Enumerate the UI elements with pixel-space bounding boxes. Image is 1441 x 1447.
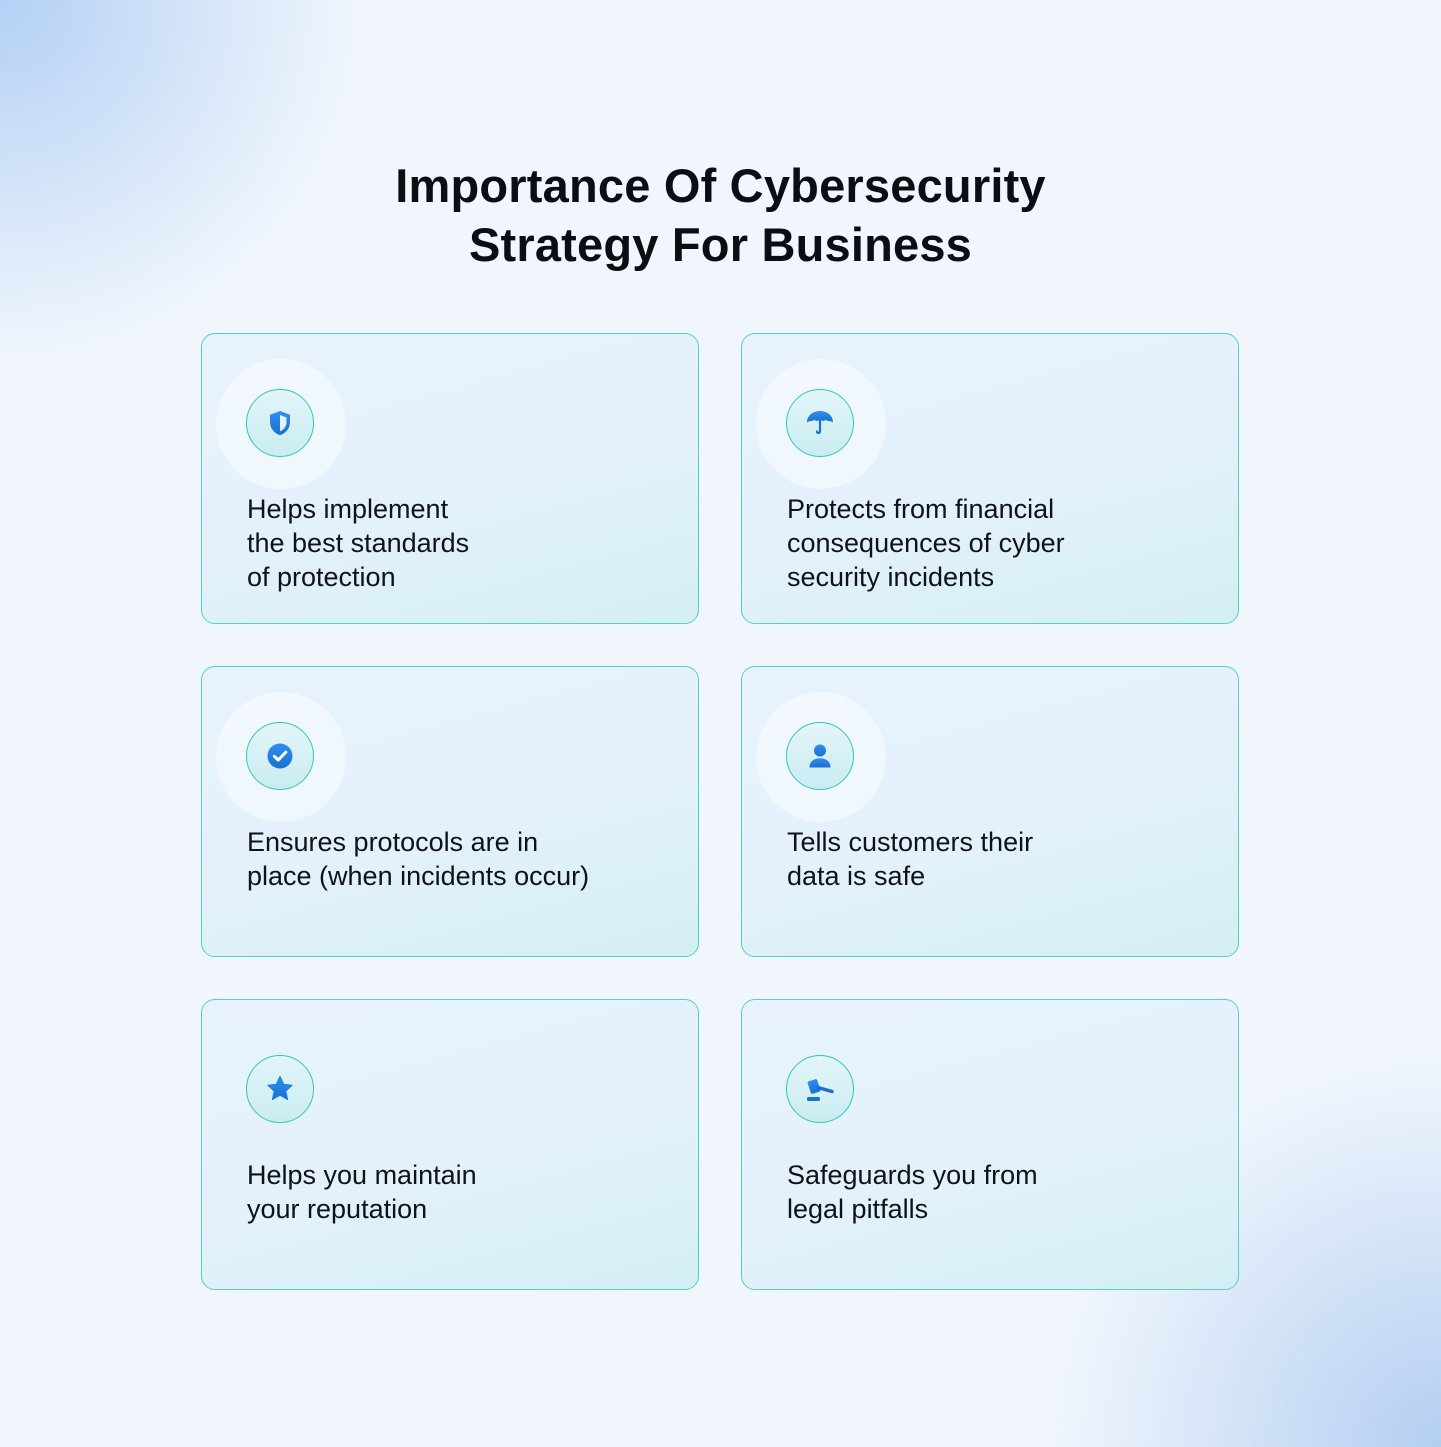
icon-badge bbox=[246, 1055, 314, 1123]
card-description bbox=[787, 1158, 1038, 1226]
icon-badge bbox=[246, 722, 314, 790]
card-description bbox=[247, 492, 469, 594]
card-line: Helps you maintain bbox=[247, 1160, 477, 1190]
page-title-line-2: Strategy For Business bbox=[468, 218, 973, 271]
card-line: place (when incidents occur) bbox=[247, 861, 590, 891]
card-line: Tells customers their bbox=[787, 827, 1034, 857]
card-customer-data bbox=[741, 666, 1239, 957]
card-line: Ensures protocols are in bbox=[247, 827, 539, 857]
card-line: Protects from financial bbox=[787, 494, 1055, 524]
card-line: security incidents bbox=[787, 562, 995, 592]
icon-badge bbox=[246, 389, 314, 457]
card-description bbox=[787, 492, 1065, 594]
check-circle-icon bbox=[263, 739, 297, 773]
page-title-line-1: Importance Of Cybersecurity bbox=[395, 159, 1046, 212]
user-icon bbox=[803, 739, 837, 773]
star-icon bbox=[263, 1072, 297, 1106]
page-title bbox=[0, 156, 1441, 274]
card-reputation bbox=[201, 999, 699, 1290]
shield-icon bbox=[263, 406, 297, 440]
card-protocols bbox=[201, 666, 699, 957]
card-best-standards bbox=[201, 333, 699, 624]
card-financial-consequences bbox=[741, 333, 1239, 624]
card-line: consequences of cyber bbox=[787, 528, 1065, 558]
card-line: legal pitfalls bbox=[787, 1194, 929, 1224]
card-line: the best standards bbox=[247, 528, 470, 558]
icon-badge bbox=[786, 389, 854, 457]
card-line: data is safe bbox=[787, 861, 926, 891]
card-legal-pitfalls bbox=[741, 999, 1239, 1290]
umbrella-icon bbox=[803, 406, 837, 440]
icon-badge bbox=[786, 1055, 854, 1123]
card-line: your reputation bbox=[247, 1194, 428, 1224]
icon-badge bbox=[786, 722, 854, 790]
card-description bbox=[247, 825, 589, 893]
card-description bbox=[247, 1158, 477, 1226]
card-line: Safeguards you from bbox=[787, 1160, 1038, 1190]
card-line: of protection bbox=[247, 562, 396, 592]
gavel-icon bbox=[803, 1072, 837, 1106]
card-description bbox=[787, 825, 1033, 893]
card-line: Helps implement bbox=[247, 494, 449, 524]
